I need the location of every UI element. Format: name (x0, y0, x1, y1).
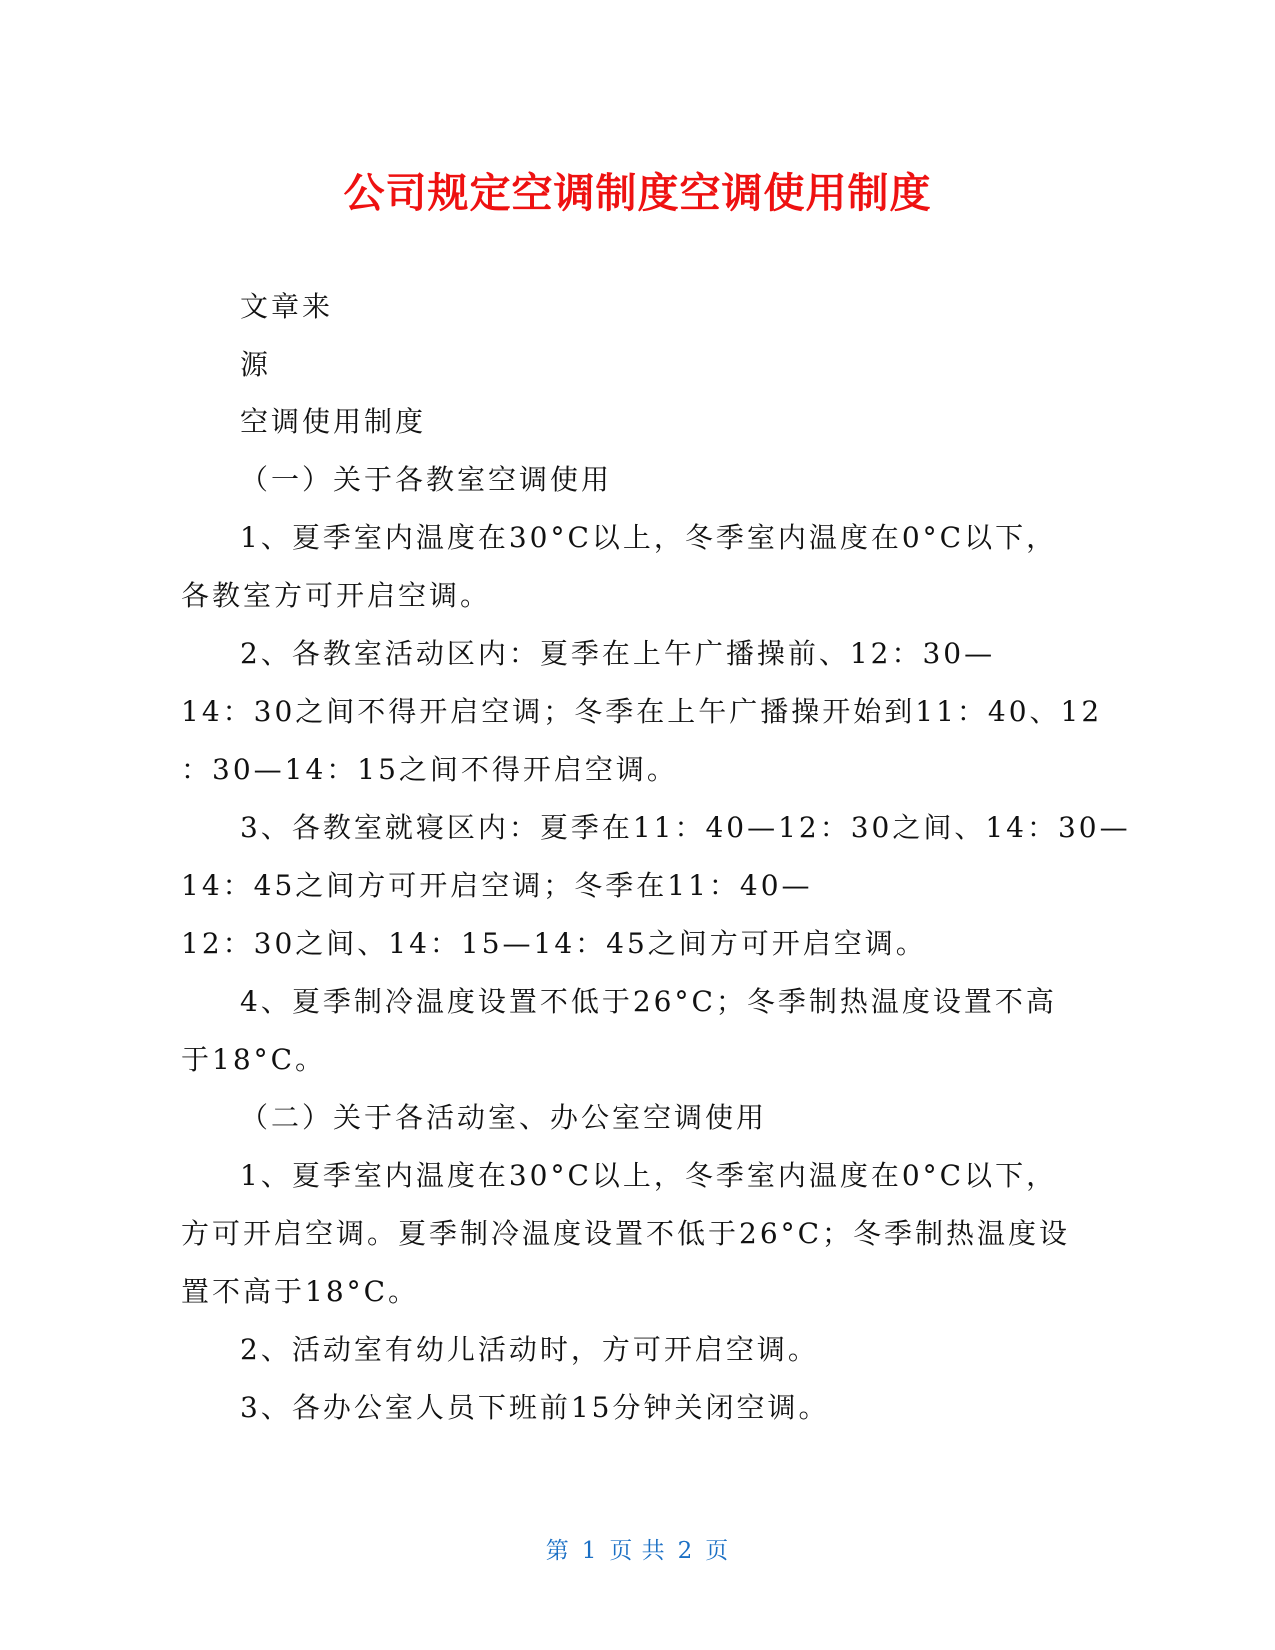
body-line: ：30—14：15之间不得开启空调。 (181, 753, 678, 786)
page-footer (0, 1532, 1275, 1565)
body-line: 源 (240, 348, 272, 381)
body-line: 文章来 (240, 290, 334, 323)
body-line: 于18°C。 (181, 1043, 327, 1076)
body-line: 14：30之间不得开启空调；冬季在上午广播操开始到11：40、12 (181, 695, 1103, 728)
page-total: 2 (677, 1538, 694, 1564)
body-line: 4、夏季制冷温度设置不低于26°C；冬季制热温度设置不高 (240, 985, 1057, 1018)
section-heading: （二）关于各活动室、办公室空调使用 (240, 1101, 768, 1134)
body-line: 方可开启空调。夏季制冷温度设置不低于26°C；冬季制热温度设 (181, 1217, 1071, 1250)
section-heading: （一）关于各教室空调使用 (240, 463, 613, 496)
body-line: 置不高于18°C。 (181, 1275, 420, 1308)
page-label-mid: 页 共 (609, 1538, 666, 1564)
page-label-suffix: 页 (705, 1538, 730, 1564)
body-line: 3、各教室就寝区内：夏季在11：40—12：30之间、14：30— (240, 811, 1131, 844)
body-line: 空调使用制度 (240, 405, 427, 438)
body-line: 14：45之间方可开启空调；冬季在11：40— (181, 869, 813, 902)
page-current: 1 (581, 1538, 598, 1564)
body-line: 2、各教室活动区内：夏季在上午广播操前、12：30— (240, 637, 996, 670)
body-line: 3、各办公室人员下班前15分钟关闭空调。 (240, 1391, 830, 1424)
body-line: 1、夏季室内温度在30°C以上，冬季室内温度在0°C以下， (240, 521, 1058, 554)
body-line: 12：30之间、14：15—14：45之间方可开启空调。 (181, 927, 927, 960)
body-line: 2、活动室有幼儿活动时，方可开启空调。 (240, 1333, 819, 1366)
body-line: 各教室方可开启空调。 (181, 579, 492, 612)
document-title: 公司规定空调制度空调使用制度 (343, 169, 932, 217)
body-line: 1、夏季室内温度在30°C以上，冬季室内温度在0°C以下， (240, 1159, 1058, 1192)
page-label-prefix: 第 (545, 1538, 570, 1564)
